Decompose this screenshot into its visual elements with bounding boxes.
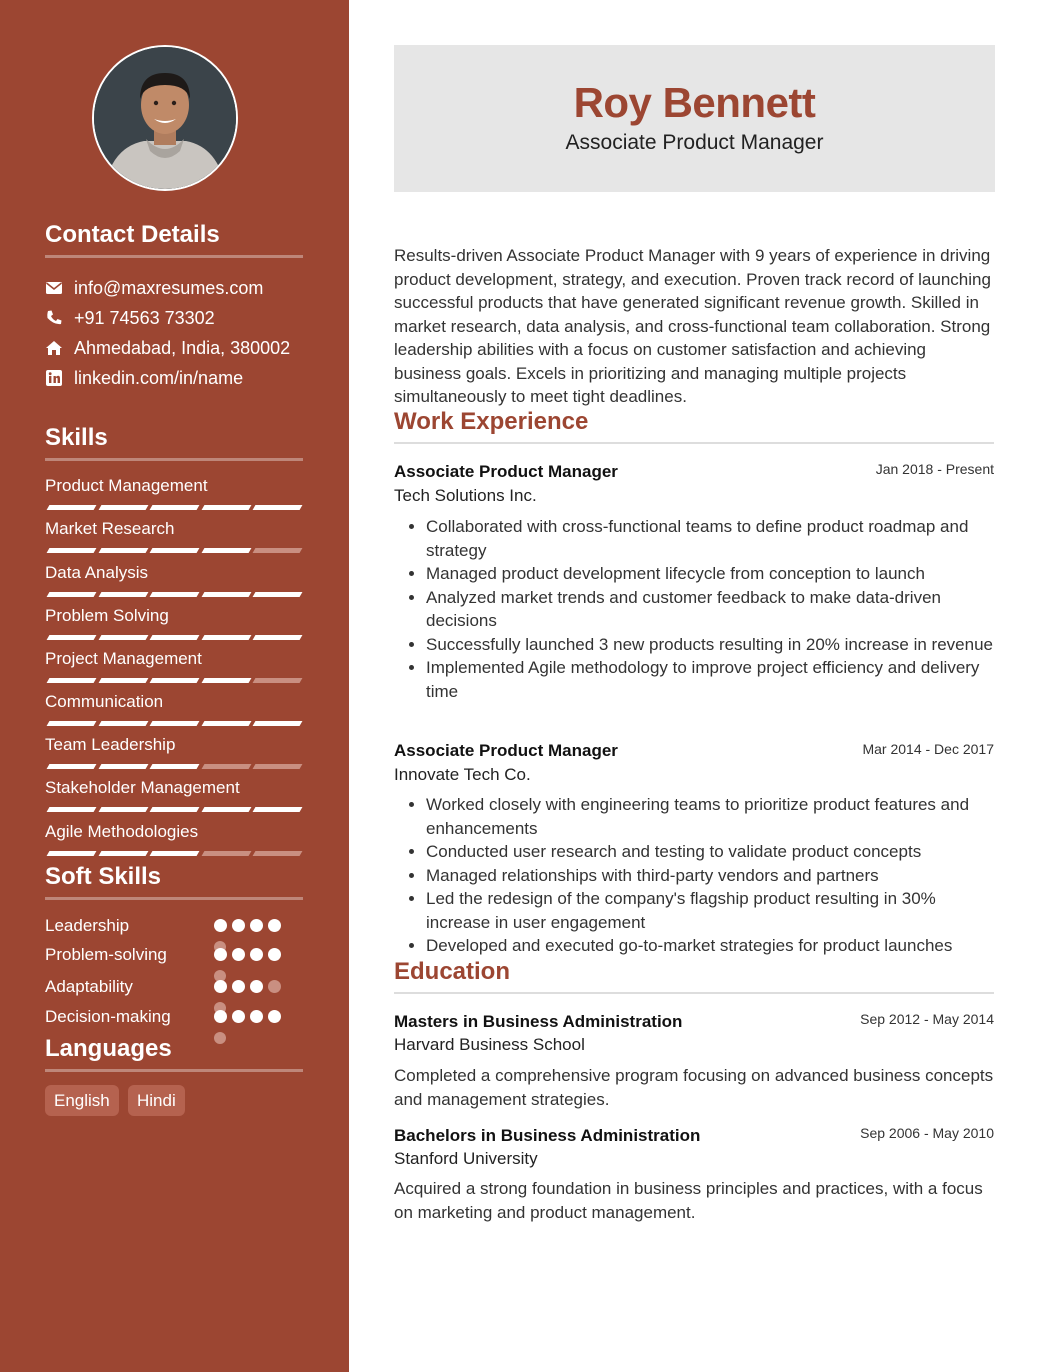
skill-level-segment [201, 548, 251, 553]
skill-label: Market Research [45, 519, 175, 538]
candidate-title: Associate Product Manager [565, 131, 824, 154]
job-company: Tech Solutions Inc. [394, 486, 537, 505]
job-title: Associate Product Manager [394, 462, 618, 481]
job-bullet: • Implemented Agile methodology to improve project efficiency and delivery time [426, 656, 994, 703]
skill-level-segment [98, 721, 148, 726]
skill-level-bar [45, 678, 303, 683]
contact-location [45, 337, 290, 359]
job-company: Innovate Tech Co. [394, 765, 531, 784]
soft-skill-dot [232, 980, 245, 993]
job-bullets [394, 793, 994, 958]
skill-level-segment [47, 678, 97, 683]
skill-level-segment [150, 592, 200, 597]
skill-label: Project Management [45, 649, 202, 668]
soft-skills-heading: Soft Skills [45, 863, 303, 900]
skill-level-segment [150, 807, 200, 812]
sidebar [0, 0, 349, 1372]
skill-level-segment [201, 505, 251, 510]
contact-phone[interactable] [45, 307, 215, 329]
job-bullets [394, 515, 994, 703]
contact-linkedin-text: linkedin.com/in/name [74, 367, 244, 388]
summary: Results-driven Associate Product Manager with 9 years of experience in driving product development, strategy, and execution. Proven track record of launching successful products that have generated significant revenue growth. Skilled in market research, data analysis, and cross-functional team collaboration. Strong leadership abilities with a focus on customer satisfaction and achieving business goals. Excels in prioritizing and managing multiple projects simultaneously to meet tight deadlines. [394, 246, 991, 406]
skill-level-segment [201, 764, 251, 769]
skill-level-segment [201, 592, 251, 597]
skill-level-segment [150, 505, 200, 510]
linkedin-icon [45, 369, 63, 387]
school-name: Harvard Business School [394, 1035, 585, 1054]
soft-skill-label: Decision-making [45, 1007, 171, 1026]
skill-level-bar [45, 764, 303, 769]
skill-level-segment [201, 807, 251, 812]
job-bullet: • Managed relationships with third-party vendors and partners [426, 864, 994, 888]
skill-level-segment [47, 721, 97, 726]
skill-label: Data Analysis [45, 563, 148, 582]
skill-level-segment [253, 678, 303, 683]
skill-level-segment [253, 592, 303, 597]
skill-level-bar [45, 592, 303, 597]
soft-skill-label: Leadership [45, 916, 130, 935]
skill-level-segment [150, 548, 200, 553]
contact-linkedin[interactable] [45, 367, 243, 389]
skill-level-segment [98, 807, 148, 812]
skill-level-segment [47, 635, 97, 640]
skill-level-segment [201, 721, 251, 726]
skill-level-segment [253, 721, 303, 726]
skill-level-segment [47, 505, 97, 510]
skill-level-segment [253, 807, 303, 812]
contact-heading: Contact Details [45, 221, 303, 258]
job-bullet: • Managed product development lifecycle from conception to launch [426, 562, 994, 586]
degree-description: Completed a comprehensive program focusing on advanced business concepts and management strategies. [394, 1066, 994, 1109]
degree-dates: Sep 2006 - May 2010 [860, 1125, 994, 1141]
profile-photo-icon [94, 47, 236, 189]
job-bullet: • Developed and executed go-to-market strategies for product launches [426, 934, 994, 958]
soft-skill-dot [214, 980, 227, 993]
job-bullet: • Conducted user research and testing to validate product concepts [426, 840, 994, 864]
soft-skill-dot [232, 948, 245, 961]
job-bullet: • Successfully launched 3 new products resulting in 20% increase in revenue [426, 633, 994, 657]
skill-level-segment [150, 678, 200, 683]
skill-level-segment [98, 678, 148, 683]
soft-skill-dot [268, 980, 281, 993]
contact-email-text: info@maxresumes.com [74, 277, 264, 298]
soft-skill-dot [214, 919, 227, 932]
skill-level-segment [150, 635, 200, 640]
email-icon [45, 279, 63, 297]
skill-level-segment [47, 764, 97, 769]
skill-level-bar [45, 505, 303, 510]
skill-level-segment [98, 548, 148, 553]
degree-description: Acquired a strong foundation in business principles and practices, with a focus on marketing and product management. [394, 1179, 983, 1222]
soft-skill-dot [232, 919, 245, 932]
skill-level-bar [45, 851, 303, 856]
skill-label: Problem Solving [45, 606, 169, 625]
contact-location-text: Ahmedabad, India, 380002 [74, 337, 291, 358]
soft-skill-label: Problem-solving [45, 945, 167, 964]
skill-label: Stakeholder Management [45, 778, 240, 797]
degree-title: Bachelors in Business Administration [394, 1126, 701, 1145]
skill-level-bar [45, 635, 303, 640]
job-dates: Jan 2018 - Present [875, 461, 994, 477]
skill-level-segment [98, 851, 148, 856]
skill-level-bar [45, 548, 303, 553]
soft-skill-dot [268, 948, 281, 961]
job-bullet: • Collaborated with cross-functional teams to define product roadmap and strategy [426, 515, 994, 562]
skill-level-segment [47, 548, 97, 553]
skill-level-segment [253, 548, 303, 553]
skill-level-segment [253, 635, 303, 640]
skill-label: Communication [45, 692, 164, 711]
skill-level-segment [98, 592, 148, 597]
soft-skill-dot [250, 948, 263, 961]
skill-level-segment [47, 592, 97, 597]
contact-email[interactable] [45, 277, 263, 299]
work-experience-heading: Work Experience [394, 408, 994, 444]
job-dates: Mar 2014 - Dec 2017 [862, 741, 994, 757]
skill-level-segment [47, 807, 97, 812]
avatar [92, 45, 238, 191]
contact-phone-text: +91 74563 73302 [74, 307, 215, 328]
degree-title: Masters in Business Administration [394, 1012, 683, 1031]
languages-heading: Languages [45, 1035, 303, 1072]
soft-skill-dot [268, 1010, 281, 1023]
skill-level-segment [150, 764, 200, 769]
candidate-name: Roy Bennett [573, 79, 816, 126]
header [394, 45, 995, 192]
skills-heading: Skills [45, 424, 303, 461]
language-chip-english: English [45, 1085, 119, 1116]
soft-skill-dot [232, 1010, 245, 1023]
skill-level-segment [201, 635, 251, 640]
skill-label: Agile Methodologies [45, 822, 199, 841]
skill-level-segment [150, 721, 200, 726]
phone-icon [45, 309, 63, 327]
soft-skill-dot [250, 1010, 263, 1023]
education-heading: Education [394, 958, 994, 994]
skill-label: Product Management [45, 476, 208, 495]
skill-level-segment [98, 505, 148, 510]
skill-level-segment [253, 505, 303, 510]
soft-skill-dot [250, 919, 263, 932]
skill-level-segment [150, 851, 200, 856]
home-icon [45, 339, 63, 357]
soft-skill-dot [214, 1010, 227, 1023]
job-bullet: • Analyzed market trends and customer feedback to make data-driven decisions [426, 586, 994, 633]
skill-level-segment [201, 678, 251, 683]
soft-skill-dot [268, 919, 281, 932]
skill-label: Team Leadership [45, 735, 176, 754]
skill-level-segment [253, 764, 303, 769]
language-chip-hindi: Hindi [128, 1085, 185, 1116]
school-name: Stanford University [394, 1149, 538, 1168]
skill-level-segment [98, 764, 148, 769]
job-bullet: • Worked closely with engineering teams to prioritize product features and enhancements [426, 793, 994, 840]
skill-level-segment [201, 851, 251, 856]
soft-skill-label: Adaptability [45, 977, 133, 996]
skill-level-segment [253, 851, 303, 856]
skill-level-segment [47, 851, 97, 856]
skill-level-bar [45, 807, 303, 812]
soft-skill-dot [214, 948, 227, 961]
skill-level-segment [98, 635, 148, 640]
degree-dates: Sep 2012 - May 2014 [860, 1011, 994, 1027]
soft-skill-dot [250, 980, 263, 993]
job-title: Associate Product Manager [394, 741, 618, 760]
skill-level-bar [45, 721, 303, 726]
job-bullet: • Led the redesign of the company's flagship product resulting in 30% increase in user engagement [426, 887, 994, 934]
